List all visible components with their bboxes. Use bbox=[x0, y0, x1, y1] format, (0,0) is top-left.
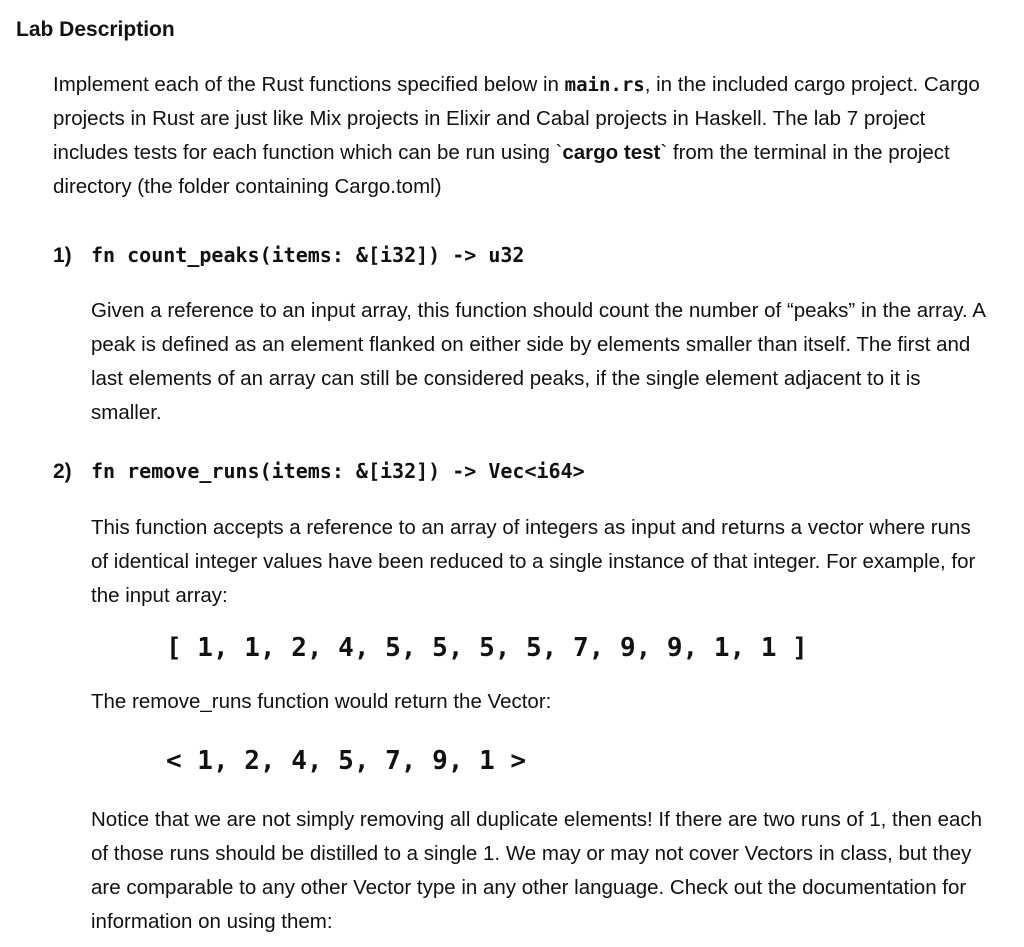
function-2-heading bbox=[53, 459, 585, 484]
function-2-signature: fn remove_runs(items: &[i32]) -> Vec<i64> bbox=[91, 459, 585, 483]
intro-text-3: ` from the terminal in the project directory (the folder containing Cargo.toml) bbox=[53, 141, 950, 198]
notice-paragraph: Notice that we are not simply removing all duplicate elements! If there are two runs of 1, then each of those runs should be distilled to a single 1. We may or may not cover Vectors in class, but they are comparable to any other Vector type in any other language. Check out the documentation for information on using them: bbox=[91, 808, 983, 933]
function-1-description: Given a reference to an input array, this function should count the number of “peaks” in the array. A peak is defined as an element flanked on either side by elements smaller than itself. The first and last elements of an array can still be considered peaks, if the single element adjacent to it is smaller. bbox=[91, 299, 985, 424]
result-label: The remove_runs function would return the Vector: bbox=[91, 690, 552, 713]
function-1-heading bbox=[53, 243, 524, 268]
intro-text-1: Implement each of the Rust functions specified below in bbox=[53, 73, 565, 96]
function-2-number: 2) bbox=[53, 460, 72, 483]
command-code: cargo test bbox=[562, 141, 661, 164]
filename-code: main.rs bbox=[564, 74, 645, 96]
intro-text-2: , in the included cargo project. Cargo projects in Rust are just like Mix projects in Elixir and Cabal projects in Haskell. The lab 7 project includes tests for each function which can be run using ` bbox=[53, 73, 980, 164]
function-1-signature: fn count_peaks(items: &[i32]) -> u32 bbox=[91, 243, 525, 267]
function-1-number: 1) bbox=[53, 244, 72, 267]
section-title: Lab Description bbox=[16, 18, 175, 41]
intro-paragraph bbox=[53, 68, 983, 204]
function-2-description: This function accepts a reference to an array of integers as input and returns a vector where runs of identical integer values have been reduced to a single instance of that integer. For example, for the input array: bbox=[91, 516, 976, 607]
example-input-array: [ 1, 1, 2, 4, 5, 5, 5, 5, 7, 9, 9, 1, 1 ] bbox=[166, 633, 808, 663]
example-output-vector: < 1, 2, 4, 5, 7, 9, 1 > bbox=[166, 746, 527, 776]
